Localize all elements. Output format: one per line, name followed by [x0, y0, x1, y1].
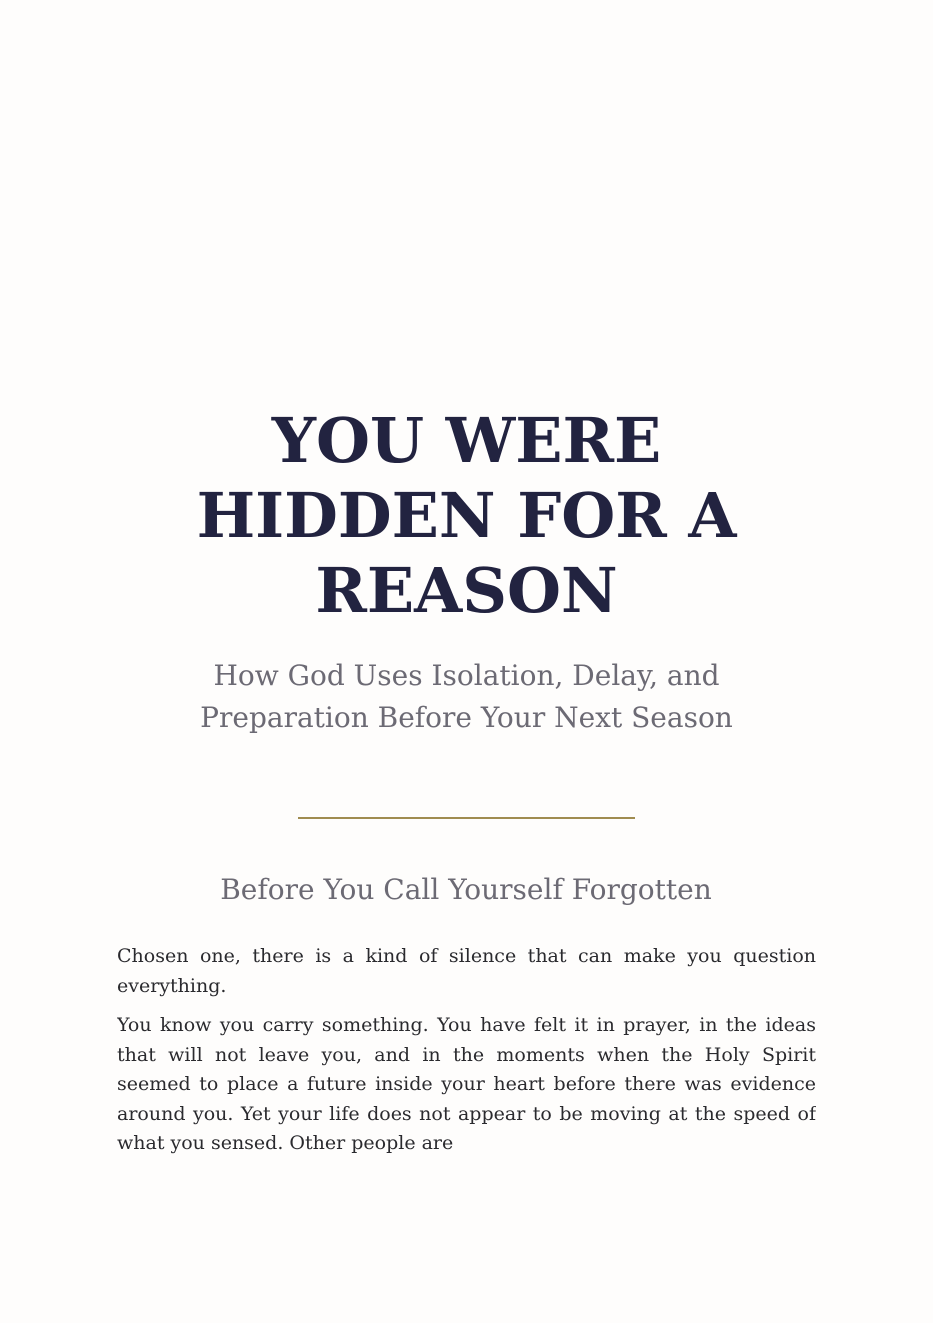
book-title: YOU WERE HIDDEN FOR A REASON: [196, 404, 737, 627]
body-text: [117, 942, 816, 1164]
section-heading: Before You Call Yourself Forgotten: [220, 873, 712, 906]
divider-rule: [298, 817, 635, 819]
book-subtitle: How God Uses Isolation, Delay, and Preparation Before Your Next Season: [200, 659, 733, 734]
paragraph-1: Chosen one, there is a kind of silence that can make you question everything.: [117, 945, 816, 997]
paragraph-2: You know you carry something. You have felt it in prayer, in the ideas that will not leave you, and in the moments when the Holy Spirit seemed to place a future inside your heart before there was evidence around you. Yet your life does not appear to be moving at the speed of what you sensed. Other people are: [117, 1014, 816, 1154]
